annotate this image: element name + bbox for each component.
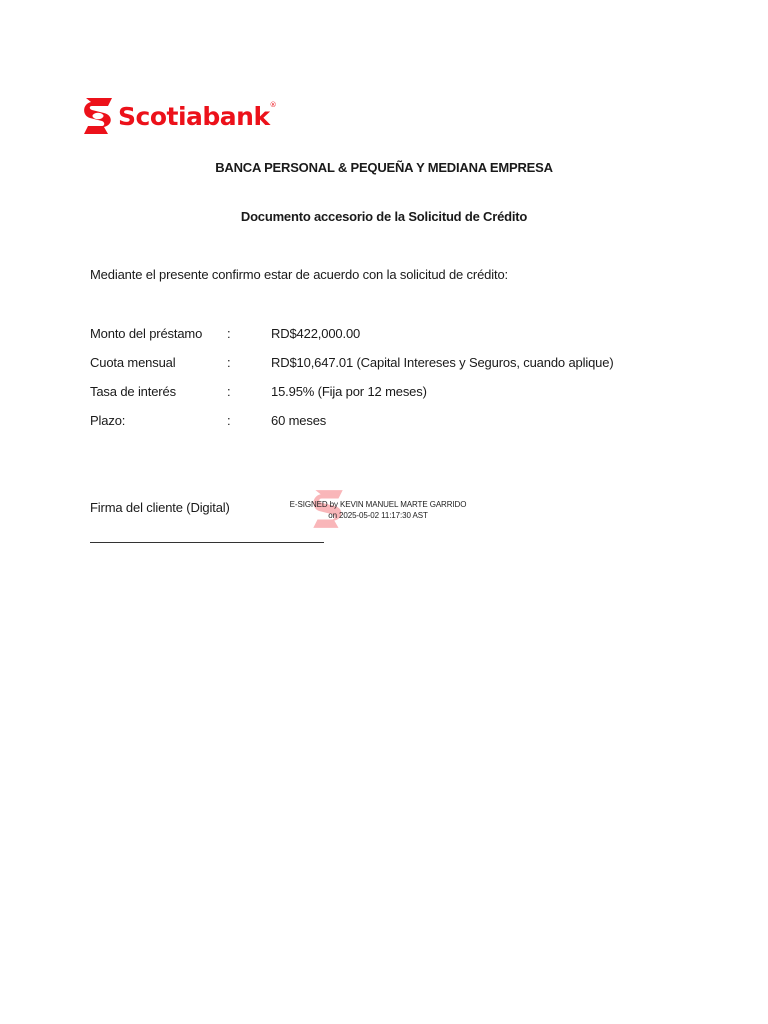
detail-label: Tasa de interés — [90, 384, 176, 399]
stamp-timestamp: on 2025-05-02 11:17:30 AST — [328, 511, 428, 520]
detail-separator: : — [227, 326, 231, 341]
scotiabank-logo — [82, 96, 276, 136]
detail-value: RD$422,000.00 — [271, 326, 361, 341]
document-subtitle: Documento accesorio de la Solicitud de Crédito — [240, 209, 528, 224]
signature-line — [90, 542, 324, 543]
detail-value: 60 meses — [271, 413, 327, 428]
detail-label: Monto del préstamo — [90, 326, 203, 341]
e-signature-stamp — [283, 488, 483, 532]
scotiabank-s-watermark-icon — [311, 488, 345, 530]
signature-label: Firma del cliente (Digital) — [90, 500, 230, 515]
detail-separator: : — [227, 413, 231, 428]
detail-label: Plazo: — [90, 413, 126, 428]
detail-value: RD$10,647.01 (Capital Intereses y Seguros, cuando aplique) — [271, 355, 614, 370]
document-title: BANCA PERSONAL & PEQUEÑA Y MEDIANA EMPRESA — [215, 160, 553, 175]
scotiabank-s-icon — [82, 96, 114, 136]
intro-text: Mediante el presente confirmo estar de acuerdo con la solicitud de crédito: — [90, 267, 508, 282]
detail-value: 15.95% (Fija por 12 meses) — [271, 384, 427, 399]
detail-label: Cuota mensual — [90, 355, 176, 370]
detail-separator: : — [227, 384, 231, 399]
detail-separator: : — [227, 355, 231, 370]
stamp-signer: E-SIGNED by KEVIN MANUEL MARTE GARRIDO — [289, 500, 467, 509]
brand-name: Scotiabank® — [118, 100, 277, 131]
